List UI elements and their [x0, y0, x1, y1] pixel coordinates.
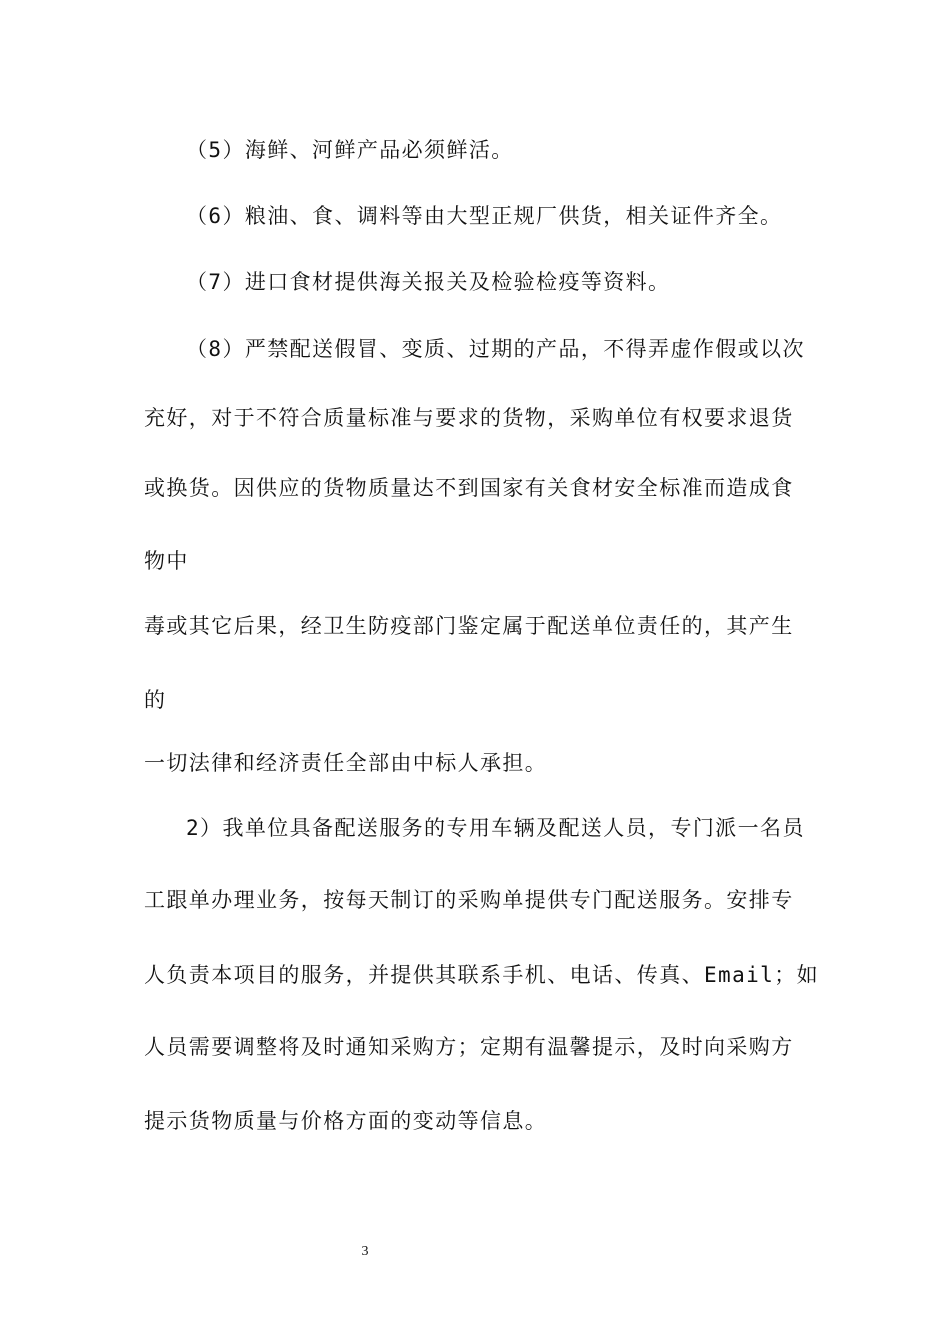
paragraph-line: 或换货。因供应的货物质量达不到国家有关食材安全标准而造成食 — [144, 476, 794, 500]
paragraph-line: 物中 — [144, 549, 189, 573]
paragraph-line: 工跟单办理业务，按每天制订的采购单提供专门配送服务。安排专 — [144, 888, 794, 912]
paragraph-line: 人负责本项目的服务，并提供其联系手机、电话、传真、Email；如 — [144, 963, 820, 987]
paragraph-line: 充好，对于不符合质量标准与要求的货物，采购单位有权要求退货 — [144, 406, 794, 430]
paragraph-line: （6）粮油、食、调料等由大型正规厂供货，相关证件齐全。 — [186, 204, 783, 228]
paragraph-line: （5）海鲜、河鲜产品必须鲜活。 — [186, 138, 514, 162]
paragraph-line: （8）严禁配送假冒、变质、过期的产品，不得弄虚作假或以次 — [186, 337, 805, 361]
paragraph-line: 的 — [144, 688, 167, 712]
paragraph-line: 人员需要调整将及时通知采购方；定期有温馨提示，及时向采购方 — [144, 1035, 794, 1059]
page-number: 3 — [361, 1244, 369, 1259]
paragraph-line: 一切法律和经济责任全部由中标人承担。 — [144, 751, 548, 775]
paragraph-line: 提示货物质量与价格方面的变动等信息。 — [144, 1109, 548, 1133]
paragraph-line: 2）我单位具备配送服务的专用车辆及配送人员，专门派一名员 — [186, 816, 805, 840]
paragraph-line: （7）进口食材提供海关报关及检验检疫等资料。 — [186, 270, 671, 294]
paragraph-line: 毒或其它后果，经卫生防疫部门鉴定属于配送单位责任的，其产生 — [144, 614, 794, 638]
